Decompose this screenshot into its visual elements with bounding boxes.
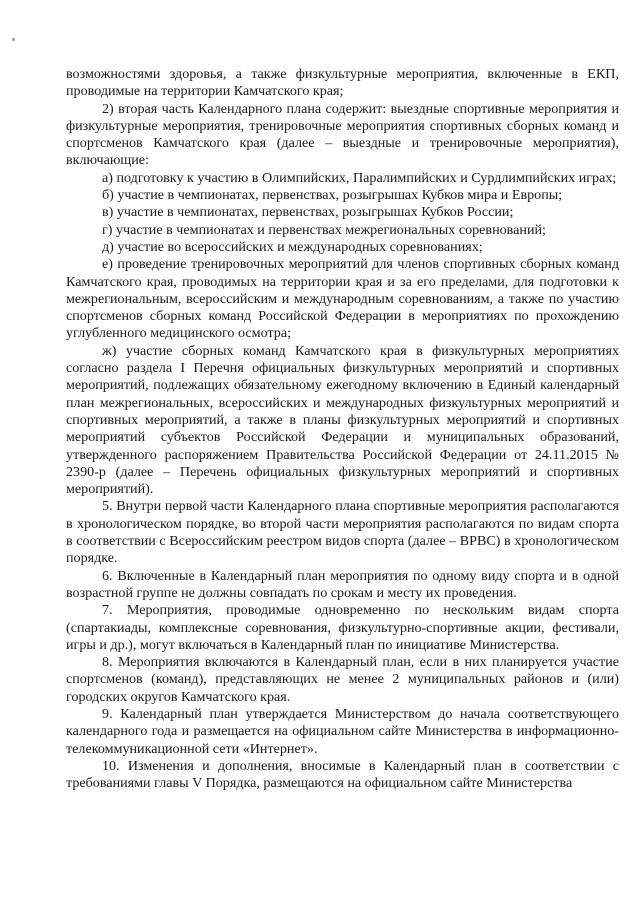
paragraph-item-d: д) участие во всероссийских и международных соревнованиях;	[102, 238, 483, 255]
paragraph-continuation: возможностями здоровья, а также физкультурные мероприятия, включенные в ЕКП, проводимые на территории Камчатского края;	[66, 66, 619, 100]
paragraph-item-b: б) участие в чемпионатах, первенствах, розыгрышах Кубков мира и Европы;	[102, 187, 563, 204]
document-page	[66, 66, 619, 792]
paragraph-item-2: 2) вторая часть Календарного плана содержит: выездные спортивные мероприятия и физкультурные мероприятия, тренировочные мероприятия спортивных сборных команд и спортсменов Камчатского края (далее – выездные и тренировочные мероприятия), включающие:	[66, 100, 619, 169]
scan-speck	[12, 38, 15, 41]
paragraph-item-g: г) участие в чемпионатах и первенствах межрегиональных соревнований;	[102, 221, 546, 238]
paragraph-item-a: а) подготовку к участию в Олимпийских, Паралимпийских и Сурдлимпийских играх;	[102, 169, 617, 186]
paragraph-5: 5. Внутри первой части Календарного плана спортивные мероприятия располагаются в хронологическом порядке, во второй части мероприятия располагаются по видам спорта в соответствии с Всероссийским реестром видов спорта (далее – ВРВС) в хронологическом порядке.	[66, 498, 619, 567]
paragraph-item-zh: ж) участие сборных команд Камчатского края в физкультурных мероприятиях согласно раздела I Перечня официальных физкультурных мероприятий и спортивных мероприятий, подлежащих обязательному ежегодному включению в Единый календарный план межрегиональных, всероссийских и международных физкультурных мероприятий и спортивных мероприятий, а также в планы физкультурных мероприятий и спортивных мероприятий субъектов Российской Федерации и муниципальных образований, утвержденного распоряжением Правительства Российской Федерации от 24.11.2015 № 2390-р (далее – Перечень официальных физкультурных мероприятий и спортивных мероприятий).	[66, 342, 619, 498]
paragraph-9: 9. Календарный план утверждается Министерством до начала соответствующего календарного года и размещается на официальном сайте Министерства в информационно-телекоммуникационной сети «Интернет».	[66, 705, 619, 757]
paragraph-10: 10. Изменения и дополнения, вносимые в Календарный план в соответствии с требованиями главы V Порядка, размещаются на официальном сайте Министерства	[66, 757, 619, 792]
paragraph-item-e: е) проведение тренировочных мероприятий для членов спортивных сборных команд Камчатского края, проводимых на территории края и за его пределами, для подготовки к межрегиональным, всероссийским и международным соревнованиям, а также по участию спортсменов сборных команд Российской Федерации в мероприятиях по прохождению углубленного медицинского осмотра;	[66, 256, 619, 342]
paragraph-7: 7. Мероприятия, проводимые одновременно по нескольким видам спорта (спартакиады, комплексные соревнования, физкультурно-спортивные акции, фестивали, игры и др.), могут включаться в Календарный план по инициативе Министерства.	[66, 602, 619, 653]
paragraph-8: 8. Мероприятия включаются в Календарный план, если в них планируется участие спортсменов (команд), представляющих не менее 2 муниципальных районов и (или) городских округов Камчатского края.	[66, 654, 619, 705]
paragraph-6: 6. Включенные в Календарный план мероприятия по одному виду спорта и в одной возрастной группе не должны совпадать по срокам и месту их проведения.	[66, 567, 619, 601]
paragraph-item-v: в) участие в чемпионатах, первенствах, розыгрышах Кубков России;	[102, 204, 514, 221]
